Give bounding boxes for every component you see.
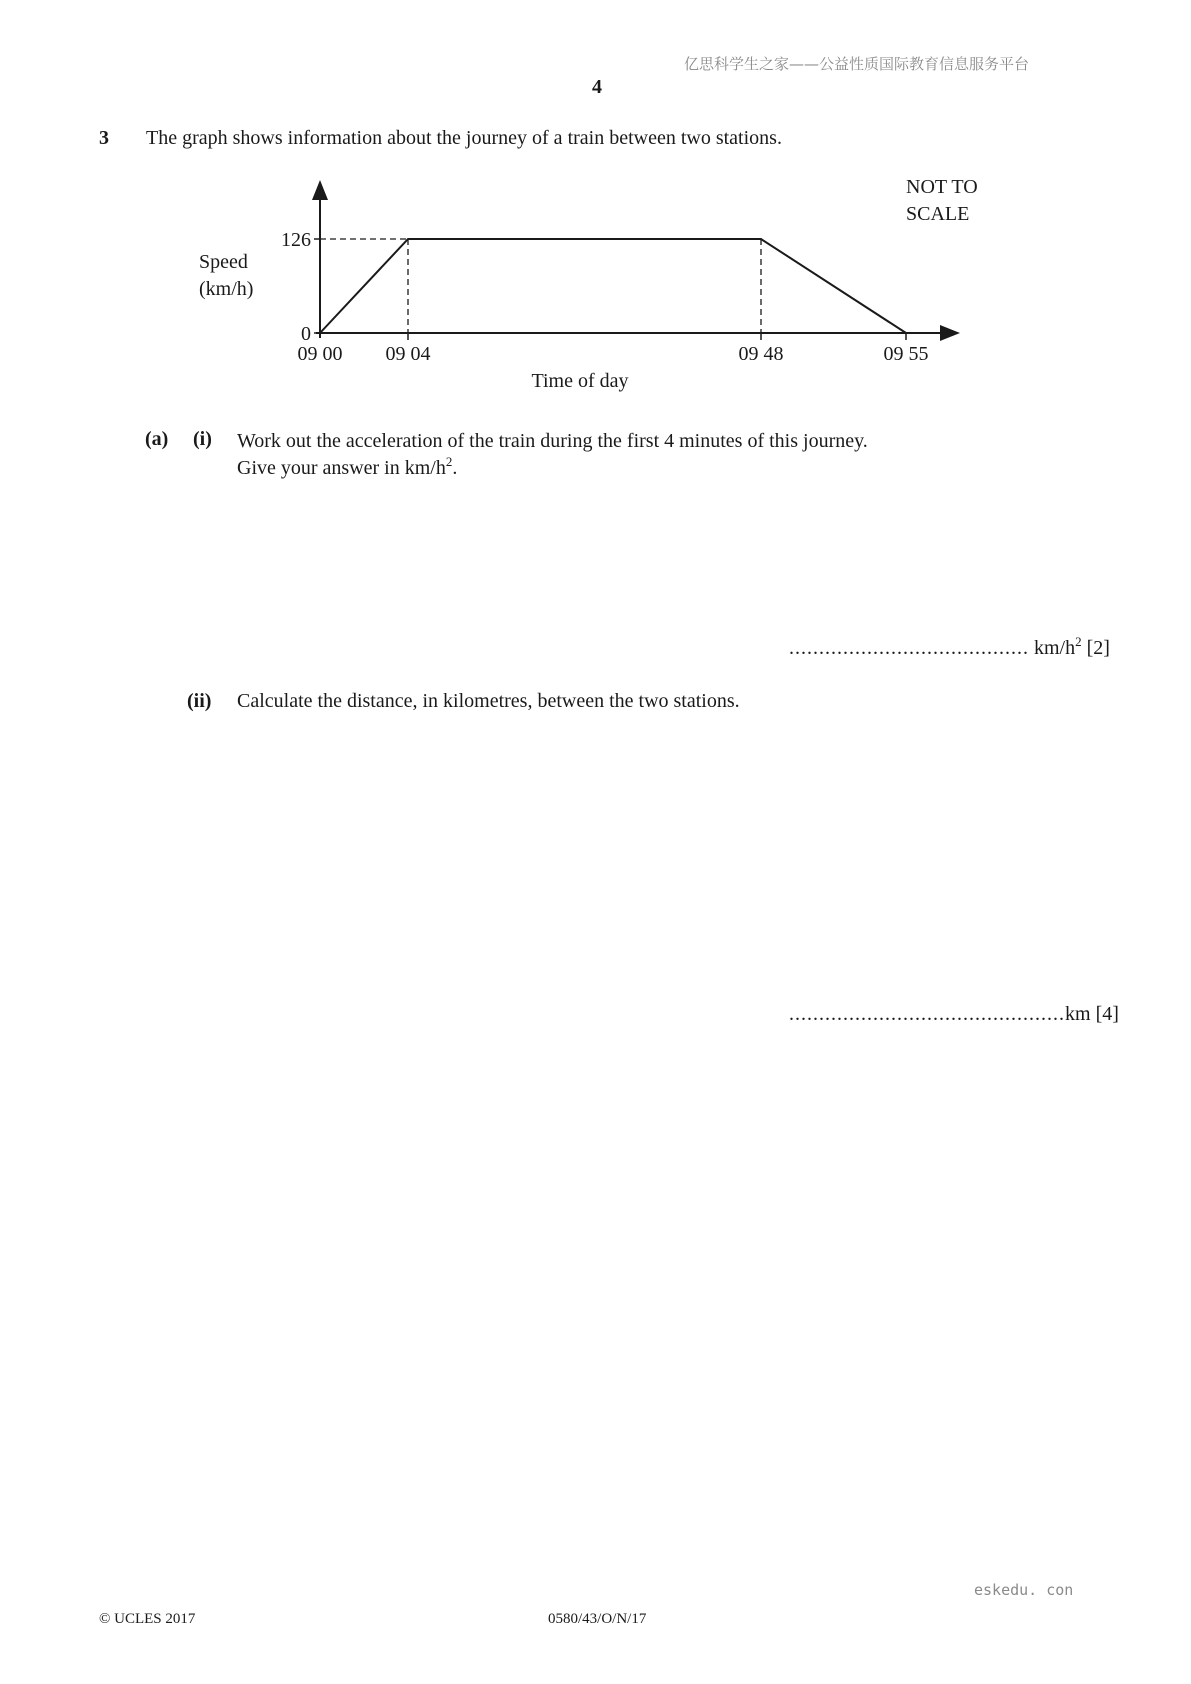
marks: [4] [1095, 1003, 1119, 1025]
part-a-i-line2: Give your answer in $km/h^2$. [237, 454, 458, 479]
answer-unit: km/h [1034, 637, 1076, 659]
part-a-ii-label: (ii) [187, 690, 212, 712]
speed-time-graph [0, 0, 1191, 420]
marks: [2] [1086, 637, 1110, 659]
answer-dots: .............................................. [789, 1003, 1065, 1025]
part-a-ii-text: Calculate the distance, in kilometres, between the two stations. [237, 690, 740, 712]
answer-dots: ........................................ [789, 637, 1029, 659]
x-axis-label: Time of day [531, 370, 629, 392]
question-number: 3 [99, 127, 109, 149]
footer-watermark: eskedu. con [974, 1581, 1074, 1599]
copyright: © UCLES 2017 [99, 1611, 196, 1627]
not-to-scale-line2: SCALE [906, 203, 970, 225]
y-axis-label-line1: Speed [199, 251, 248, 273]
header-watermark: 亿思科学生之家——公益性质国际教育信息服务平台 [684, 55, 1030, 73]
not-to-scale-line1: NOT TO [906, 176, 978, 198]
part-a-i-label: (i) [193, 428, 212, 450]
x-tick-label-0948: 09 48 [738, 343, 784, 365]
x-tick-label-0900: 09 00 [297, 343, 343, 365]
answer-line-a-i[interactable]: ........................................ $km/h^2$ [2] [789, 634, 1110, 659]
paper-code: 0580/43/O/N/17 [548, 1611, 647, 1627]
y-tick-label-126: 126 [281, 229, 311, 251]
part-a-i-text [237, 428, 868, 482]
part-a-label: (a) [145, 428, 169, 450]
y-axis-label-line2: (km/h) [199, 278, 254, 300]
answer-line-a-ii[interactable] [789, 1003, 1119, 1026]
answer-unit: km [1065, 1003, 1091, 1025]
x-tick-label-0904: 09 04 [385, 343, 431, 365]
part-a-i-line1: Work out the acceleration of the train during the first 4 minutes of this journey. [237, 430, 868, 452]
x-tick-label-0955: 09 55 [883, 343, 929, 365]
page-number: 4 [592, 76, 602, 98]
question-text: The graph shows information about the journey of a train between two stations. [146, 127, 782, 149]
y-tick-label-0: 0 [301, 323, 311, 345]
